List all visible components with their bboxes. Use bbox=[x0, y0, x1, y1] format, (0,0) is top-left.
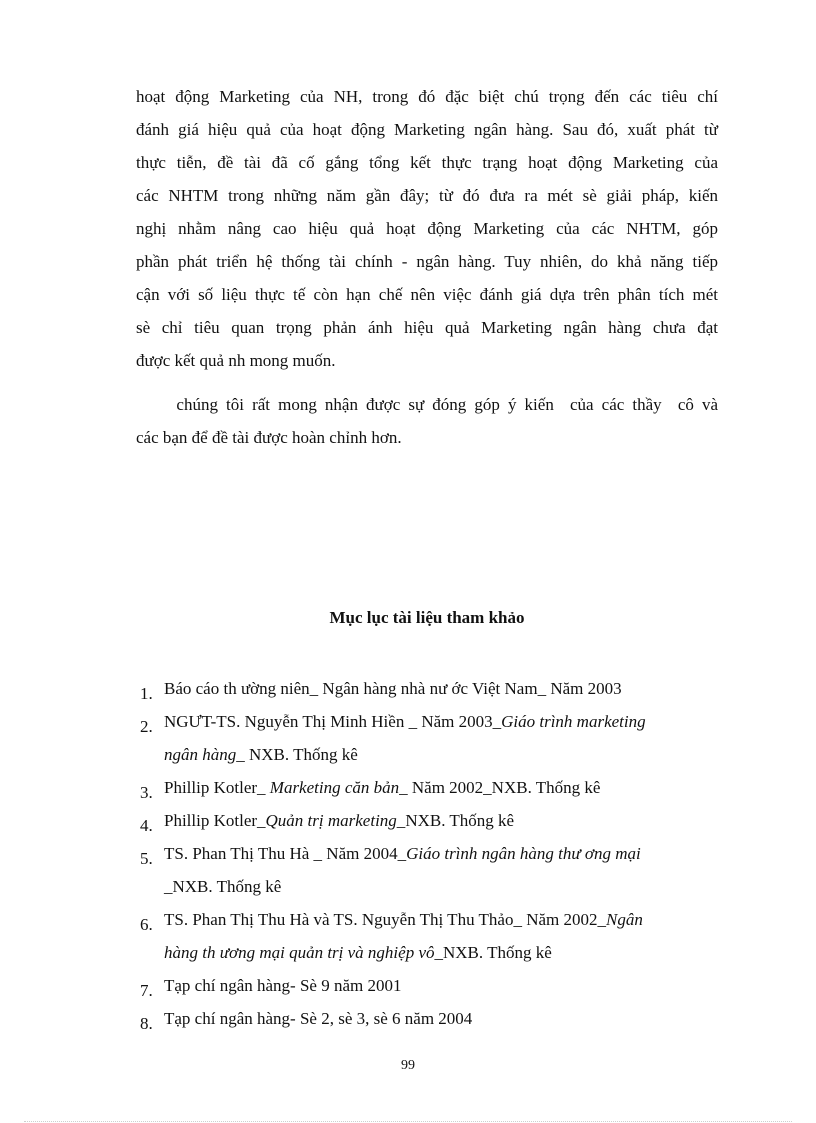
reference-title: Quản trị marketing_ bbox=[265, 811, 406, 830]
references-heading: Mục lục tài liệu tham khảo bbox=[329, 608, 525, 627]
reference-item bbox=[136, 903, 726, 969]
text-line: hoạt động Marketing của NH, trong đó đặc biệt chú trọng đến các tiêu chí bbox=[136, 87, 718, 106]
reference-publisher: NXB. Thống kê bbox=[244, 745, 358, 764]
reference-list bbox=[136, 672, 726, 1035]
reference-title: Marketing căn bản_ bbox=[269, 778, 408, 797]
reference-title: ngân hàng_ bbox=[164, 745, 245, 764]
reference-text: Phillip Kotler_ bbox=[164, 778, 270, 797]
text-line: phần phát triển hệ thống tài chính - ngân hàng. Tuy nhiên, do khả năng tiếp bbox=[136, 252, 718, 271]
reference-title: Ngân bbox=[605, 910, 643, 929]
reference-text: Tạp chí ngân hàng- Sè 9 năm 2001 bbox=[164, 976, 402, 995]
text-line: đánh giá hiệu quả của hoạt động Marketing ngân hàng. Sau đó, xuất phát từ bbox=[136, 120, 718, 139]
reference-number: 4. bbox=[140, 816, 153, 835]
reference-item bbox=[136, 804, 726, 837]
reference-item bbox=[136, 1002, 726, 1035]
page-bottom-divider bbox=[24, 1121, 792, 1122]
reference-publisher: Năm 2002_NXB. Thống kê bbox=[407, 778, 601, 797]
reference-text: TS. Phan Thị Thu Hà _ Năm 2004_ bbox=[164, 844, 407, 863]
text-line: chúng tôi rất mong nhận được sự đóng góp ý kiến của các thầy cô và bbox=[136, 395, 718, 414]
reference-item bbox=[136, 837, 726, 903]
reference-item bbox=[136, 672, 726, 705]
reference-text: Tạp chí ngân hàng- Sè 2, sè 3, sè 6 năm 2004 bbox=[164, 1009, 473, 1028]
body-paragraph-1 bbox=[136, 80, 718, 377]
reference-title: hàng th ương mại quản trị và nghiệp vô bbox=[164, 943, 435, 962]
reference-text: Báo cáo th ường niên_ Ngân hàng nhà nư ớc Việt Nam_ Năm 2003 bbox=[164, 679, 622, 698]
text-line: các NHTM trong những năm gần đây; từ đó đưa ra mét sè giải pháp, kiến bbox=[136, 186, 718, 205]
page-number: 99 bbox=[401, 1058, 415, 1073]
reference-publisher: _NXB. Thống kê bbox=[434, 943, 552, 962]
reference-text: TS. Phan Thị Thu Hà và TS. Nguyễn Thị Thu Thảo_ Năm 2002_ bbox=[164, 910, 606, 929]
reference-title: Giáo trình ngân hàng thư ơng mại bbox=[406, 844, 641, 863]
reference-number: 5. bbox=[140, 849, 153, 868]
reference-text: Phillip Kotler_ bbox=[164, 811, 266, 830]
reference-item bbox=[136, 705, 726, 771]
text-line: sè chỉ tiêu quan trọng phản ánh hiệu quả Marketing ngân hàng chưa đạt bbox=[136, 318, 718, 337]
reference-text: NGƯT-TS. Nguyễn Thị Minh Hiền _ Năm 2003_ bbox=[164, 712, 502, 731]
reference-number: 6. bbox=[140, 915, 153, 934]
reference-number: 2. bbox=[140, 717, 153, 736]
body-paragraph-2 bbox=[136, 388, 718, 454]
reference-number: 7. bbox=[140, 981, 153, 1000]
text-line: được kết quả nh mong muốn. bbox=[136, 351, 336, 370]
reference-publisher: _NXB. Thống kê bbox=[164, 877, 282, 896]
reference-title: Giáo trình marketing bbox=[501, 712, 646, 731]
text-line: cận với số liệu thực tế còn hạn chế nên việc đánh giá dựa trên phân tích mét bbox=[136, 285, 718, 304]
reference-item bbox=[136, 771, 726, 804]
reference-publisher: NXB. Thống kê bbox=[405, 811, 515, 830]
reference-item bbox=[136, 969, 726, 1002]
reference-number: 1. bbox=[140, 684, 153, 703]
reference-number: 8. bbox=[140, 1014, 153, 1033]
text-line: nghị nhằm nâng cao hiệu quả hoạt động Marketing của các NHTM, góp bbox=[136, 219, 718, 238]
text-line: các bạn để đề tài được hoàn chỉnh hơn. bbox=[136, 428, 402, 447]
text-line: thực tiễn, đề tài đã cố gắng tổng kết thực trạng hoạt động Marketing của bbox=[136, 153, 718, 172]
reference-number: 3. bbox=[140, 783, 153, 802]
